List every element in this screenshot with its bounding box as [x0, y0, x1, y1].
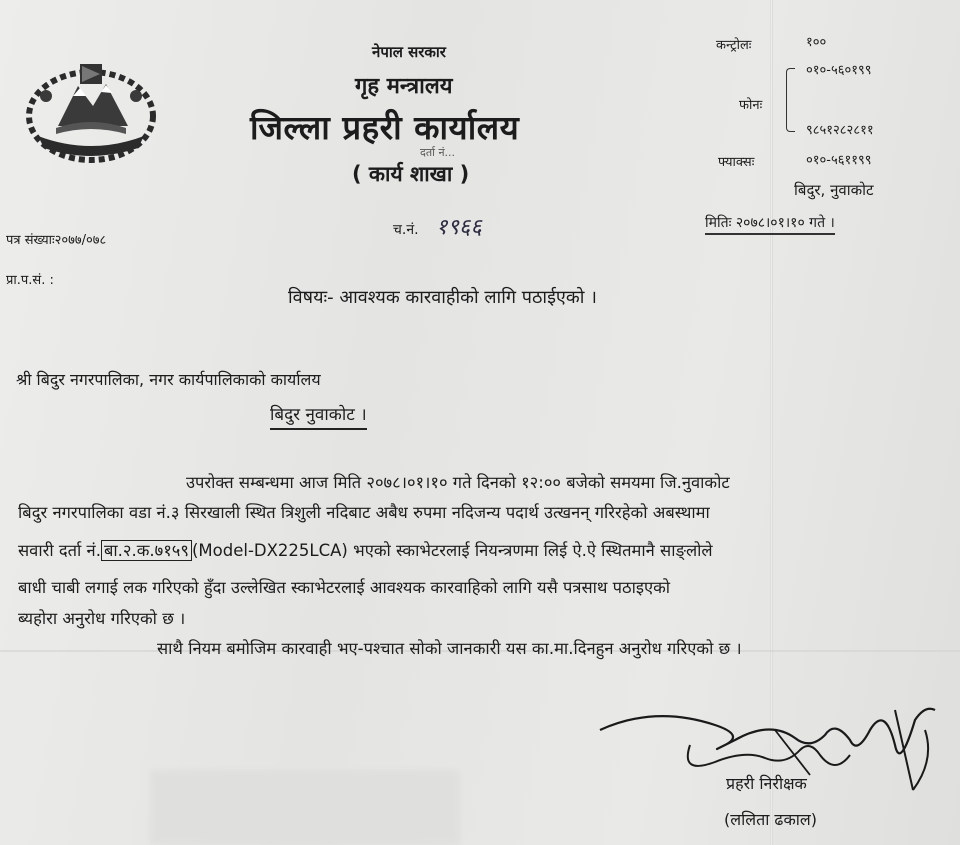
body-line: उपरोक्त सम्बन्धमा आज मिति २०७८।०१।१० गते दिनको १२:०० बजेको समयमा जि.नुवाकोट	[186, 473, 730, 492]
fax-value: ०१०-५६११९९	[806, 153, 872, 168]
vehicle-label: सवारी दर्ता नं.	[18, 541, 101, 560]
previous-reference: प्रा.प.सं. :	[6, 273, 54, 288]
ministry-heading: गृह मन्त्रालय	[355, 74, 453, 99]
control-value: १००	[806, 35, 827, 50]
fax-label: फ्याक्सः	[718, 155, 755, 170]
vehicle-description: (Model-DX225LCA) भएको स्काभेटरलाई नियन्त्रणमा लिई ऐ.ऐ स्थितमानै साङ्लोले	[191, 541, 713, 560]
body-line: बाधी चाबी लगाई लक गरिएको हुँदा उल्लेखित स्काभेटरलाई आवश्यक कारवाहिको लागि यसै पत्रसाथ पठाइएको	[18, 578, 671, 597]
letter-number: पत्र संख्याः२०७७/०७८	[6, 233, 107, 248]
phone-label: फोनः	[739, 98, 763, 113]
body-line-vehicle	[18, 538, 713, 561]
office-heading: जिल्ला प्रहरी कार्यालय	[250, 108, 520, 147]
dispatch-number: १९६६	[436, 215, 482, 240]
signatory-designation: प्रहरी निरीक्षक	[726, 774, 807, 793]
letter-date: मितिः २०७८।०१।१० गते ।	[705, 213, 835, 235]
letter-subject: विषयः- आवश्यक कारवाहीको लागि पठाईएको ।	[288, 287, 597, 308]
signatory-name: (ललिता ढकाल)	[724, 810, 817, 829]
government-heading: नेपाल सरकार	[372, 43, 446, 61]
nepal-emblem-icon	[18, 56, 164, 166]
branch-heading: ( कार्य शाखा )	[352, 162, 470, 186]
body-line: साथै नियम बमोजिम कारवाही भए-पश्चात सोको जानकारी यस का.मा.दिनहुन अनुरोध गरिएको छ ।	[157, 639, 742, 658]
vehicle-registration-number: बा.२.क.७१५९	[101, 540, 192, 561]
control-label: कन्ट्रोलः	[716, 38, 752, 53]
phone-number-2: ९८५१२८२८११	[806, 123, 874, 138]
body-line: ब्यहोरा अनुरोध गरिएको छ ।	[18, 609, 186, 628]
phone-bracket	[786, 68, 795, 132]
addressee-location: बिदुर नुवाकोट ।	[270, 402, 367, 430]
office-location: बिदुर, नुवाकोट	[794, 181, 874, 199]
addressee-line: श्री बिदुर नगरपालिका, नगर कार्यपालिकाको कार्यालय	[16, 370, 321, 389]
body-line: बिदुर नगरपालिका वडा नं.३ सिरखाली स्थित त्रिशुली नदिबाट अबैध रुपमा नदिजन्य पदार्थ उत्खनन् गरिरहेको अबस्थामा	[18, 503, 710, 522]
phone-number-1: ०१०-५६०१९९	[806, 63, 872, 78]
dispatch-label: च.नं.	[393, 222, 419, 238]
blurred-region	[150, 770, 460, 845]
registration-stamp: दर्ता नं...	[420, 146, 456, 159]
